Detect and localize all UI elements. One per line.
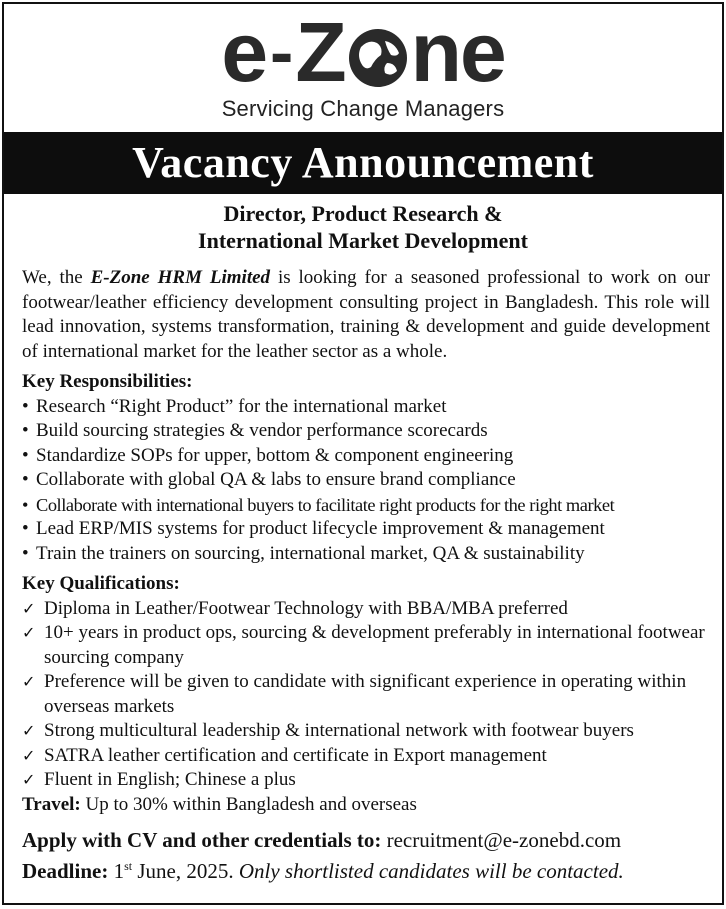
logo-wordmark: [221, 5, 505, 99]
logo-hyphen: -: [270, 13, 292, 91]
bullet-icon: •: [22, 542, 29, 564]
company-logo: [4, 5, 722, 128]
logo-letters-ne: ne: [410, 5, 505, 99]
deadline-day: 1: [108, 859, 125, 883]
deadline-line: [22, 853, 710, 884]
bullet-icon: •: [22, 494, 28, 515]
apply-line: [22, 827, 710, 853]
job-title-line-1: Director, Product Research &: [223, 201, 503, 226]
bullet-icon: •: [22, 469, 29, 490]
announcement-body: [22, 266, 710, 884]
list-item: ✓ SATRA leather certification and certificate in Export management: [22, 744, 710, 769]
intro-before: We, the: [22, 267, 91, 288]
list-item: ✓ Preference will be given to candidate with significant experience in operating within overseas markets: [22, 671, 687, 717]
bullet-icon: •: [22, 518, 29, 539]
logo-tagline: Servicing Change Managers: [221, 96, 505, 121]
checkmark-icon: ✓: [22, 745, 36, 765]
checkmark-icon: ✓: [22, 598, 36, 618]
list-item: • Standardize SOPs for upper, bottom & component engineering: [22, 444, 710, 469]
announcement-banner: Vacancy Announcement: [4, 132, 722, 194]
list-item: • Lead ERP/MIS systems for product lifecycle improvement & management: [22, 517, 710, 542]
intro-after: is looking for a seasoned professional to work on our footwear/leather efficiency development consulting project in Bangladesh. This role will lead innovation, systems transformation, training & development and guide development of international market for the leather sector as a whole.: [22, 267, 711, 362]
list-item: ✓ Strong multicultural leadership & international network with footwear buyers: [22, 719, 710, 744]
deadline-date: June, 2025.: [132, 859, 239, 883]
responsibilities-heading: Key Responsibilities:: [22, 371, 193, 392]
travel-text: Up to 30% within Bangladesh and overseas: [80, 793, 417, 815]
bullet-icon: •: [22, 444, 29, 466]
checkmark-icon: ✓: [22, 770, 36, 789]
list-item: ✓ Fluent in English; Chinese a plus: [22, 768, 710, 793]
list-item: • Build sourcing strategies & vendor performance scorecards: [22, 419, 710, 444]
list-item: • Train the trainers on sourcing, international market, QA & sustainability: [22, 542, 710, 567]
checkmark-icon: ✓: [22, 672, 36, 691]
logo-letter-z: Z: [295, 5, 345, 99]
job-title: [4, 200, 722, 254]
globe-icon: [347, 27, 409, 89]
list-item: • Collaborate with global QA & labs to ensure brand compliance: [22, 468, 710, 493]
qualifications-heading: Key Qualifications:: [22, 573, 180, 594]
deadline-day-suffix: st: [124, 859, 133, 873]
qualifications-list: [22, 597, 710, 793]
vacancy-advertisement: [2, 2, 724, 905]
bullet-icon: •: [22, 395, 29, 417]
apply-email: recruitment@e-zonebd.com: [381, 828, 622, 852]
deadline-note: Only shortlisted candidates will be contacted.: [238, 859, 624, 883]
list-item: • Research “Right Product” for the international market: [22, 395, 710, 420]
responsibilities-list: [22, 395, 710, 567]
logo-letter-e: e: [221, 5, 267, 99]
deadline-label: Deadline:: [22, 859, 109, 883]
company-name: E-Zone HRM Limited: [90, 267, 271, 288]
job-title-line-2: International Market Development: [198, 228, 528, 253]
intro-paragraph: [22, 266, 710, 364]
bullet-icon: •: [22, 420, 29, 441]
list-item: ✓ Diploma in Leather/Footwear Technology with BBA/MBA preferred: [22, 597, 710, 622]
list-item: • Collaborate with international buyers to facilitate right products for the right market: [22, 493, 710, 518]
checkmark-icon: ✓: [22, 623, 36, 642]
apply-label: Apply with CV and other credentials to:: [22, 828, 382, 852]
travel-line: [22, 793, 710, 818]
checkmark-icon: ✓: [22, 721, 36, 740]
travel-label: Travel:: [22, 793, 81, 815]
list-item: ✓ 10+ years in product ops, sourcing & development preferably in international footwear sourcing company: [22, 622, 705, 668]
